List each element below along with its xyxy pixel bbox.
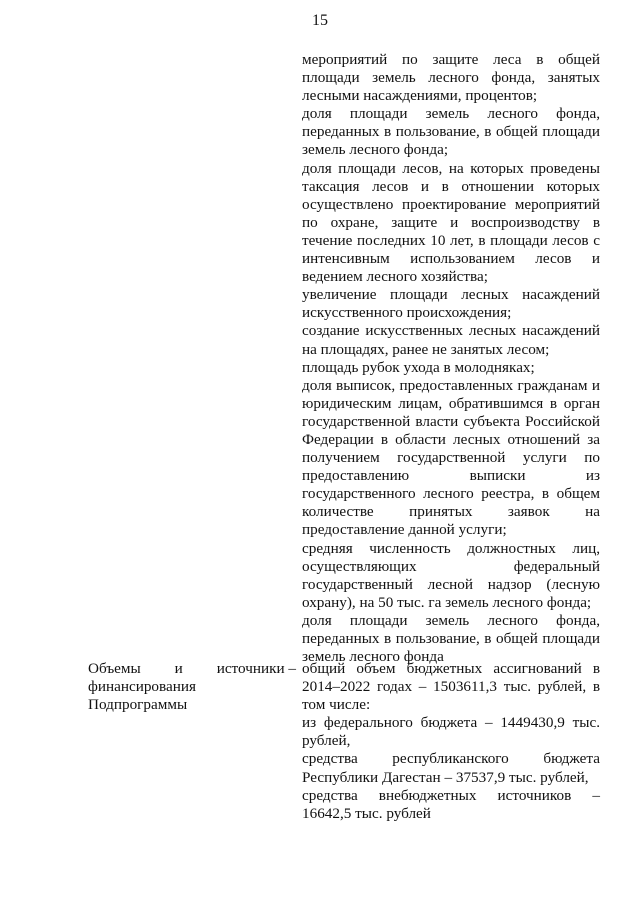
indicator-item: средняя численность должностных лиц, осуществляющих федеральный государственный лесной надзор (лесную охрану), на 50 тыс. га земель лесного фонда; bbox=[302, 539, 600, 611]
financing-label-line3: Подпрограммы bbox=[88, 696, 188, 714]
financing-details bbox=[302, 660, 600, 823]
financing-label bbox=[88, 660, 296, 714]
indicator-item: площадь рубок ухода в молодняках; bbox=[302, 358, 535, 376]
financing-item: общий объем бюджетных ассигнований в 2014–2022 годах – 1503611,3 тыс. рублей, в том числе: bbox=[302, 660, 600, 714]
financing-item: средства внебюджетных источников – 16642,5 тыс. рублей bbox=[302, 786, 600, 822]
financing-label-line2: финансирования bbox=[88, 678, 196, 696]
financing-label-word: и bbox=[174, 660, 183, 677]
indicators-list bbox=[302, 51, 600, 666]
financing-item: из федерального бюджета – 1449430,9 тыс. рублей, bbox=[302, 714, 600, 750]
financing-label-word: Объемы bbox=[88, 660, 141, 677]
indicator-item: увеличение площади лесных насаждений искусственного происхождения; bbox=[302, 286, 600, 322]
indicator-item: доля площади земель лесного фонда, переданных в пользование, в общей площади земель лесного фонда; bbox=[302, 105, 600, 159]
indicator-item: доля площади лесов, на которых проведены таксация лесов и в отношении которых осуществлено проектирование мероприятий по охране, защите и воспроизводству в течение последних 10 лет, в площади лесов с интенсивным использованием лесов и ведением лесного хозяйства; bbox=[302, 159, 600, 286]
indicator-item: создание искусственных лесных насаждений на площадях, ранее не занятых лесом; bbox=[302, 322, 600, 358]
financing-label-word: источники – bbox=[216, 660, 296, 677]
financing-label-line1 bbox=[88, 660, 296, 678]
indicator-item: мероприятий по защите леса в общей площади земель лесного фонда, занятых лесными насаждениями, процентов; bbox=[302, 51, 600, 105]
financing-item: средства республиканского бюджета Республики Дагестан – 37537,9 тыс. рублей, bbox=[302, 750, 600, 786]
indicator-item: доля площади земель лесного фонда, переданных в пользование, в общей площади земель лесного фонда bbox=[302, 611, 600, 666]
indicator-item: доля выписок, предоставленных гражданам и юридическим лицам, обратившимся в орган государственной власти субъекта Российской Федерации в области лесных отношений за получением государственной услуги по предоставлению выписки из государственного лесного реестра, в общем количестве принятых заявок на предоставление данной услуги; bbox=[302, 376, 600, 539]
page-number: 15 bbox=[312, 12, 328, 29]
